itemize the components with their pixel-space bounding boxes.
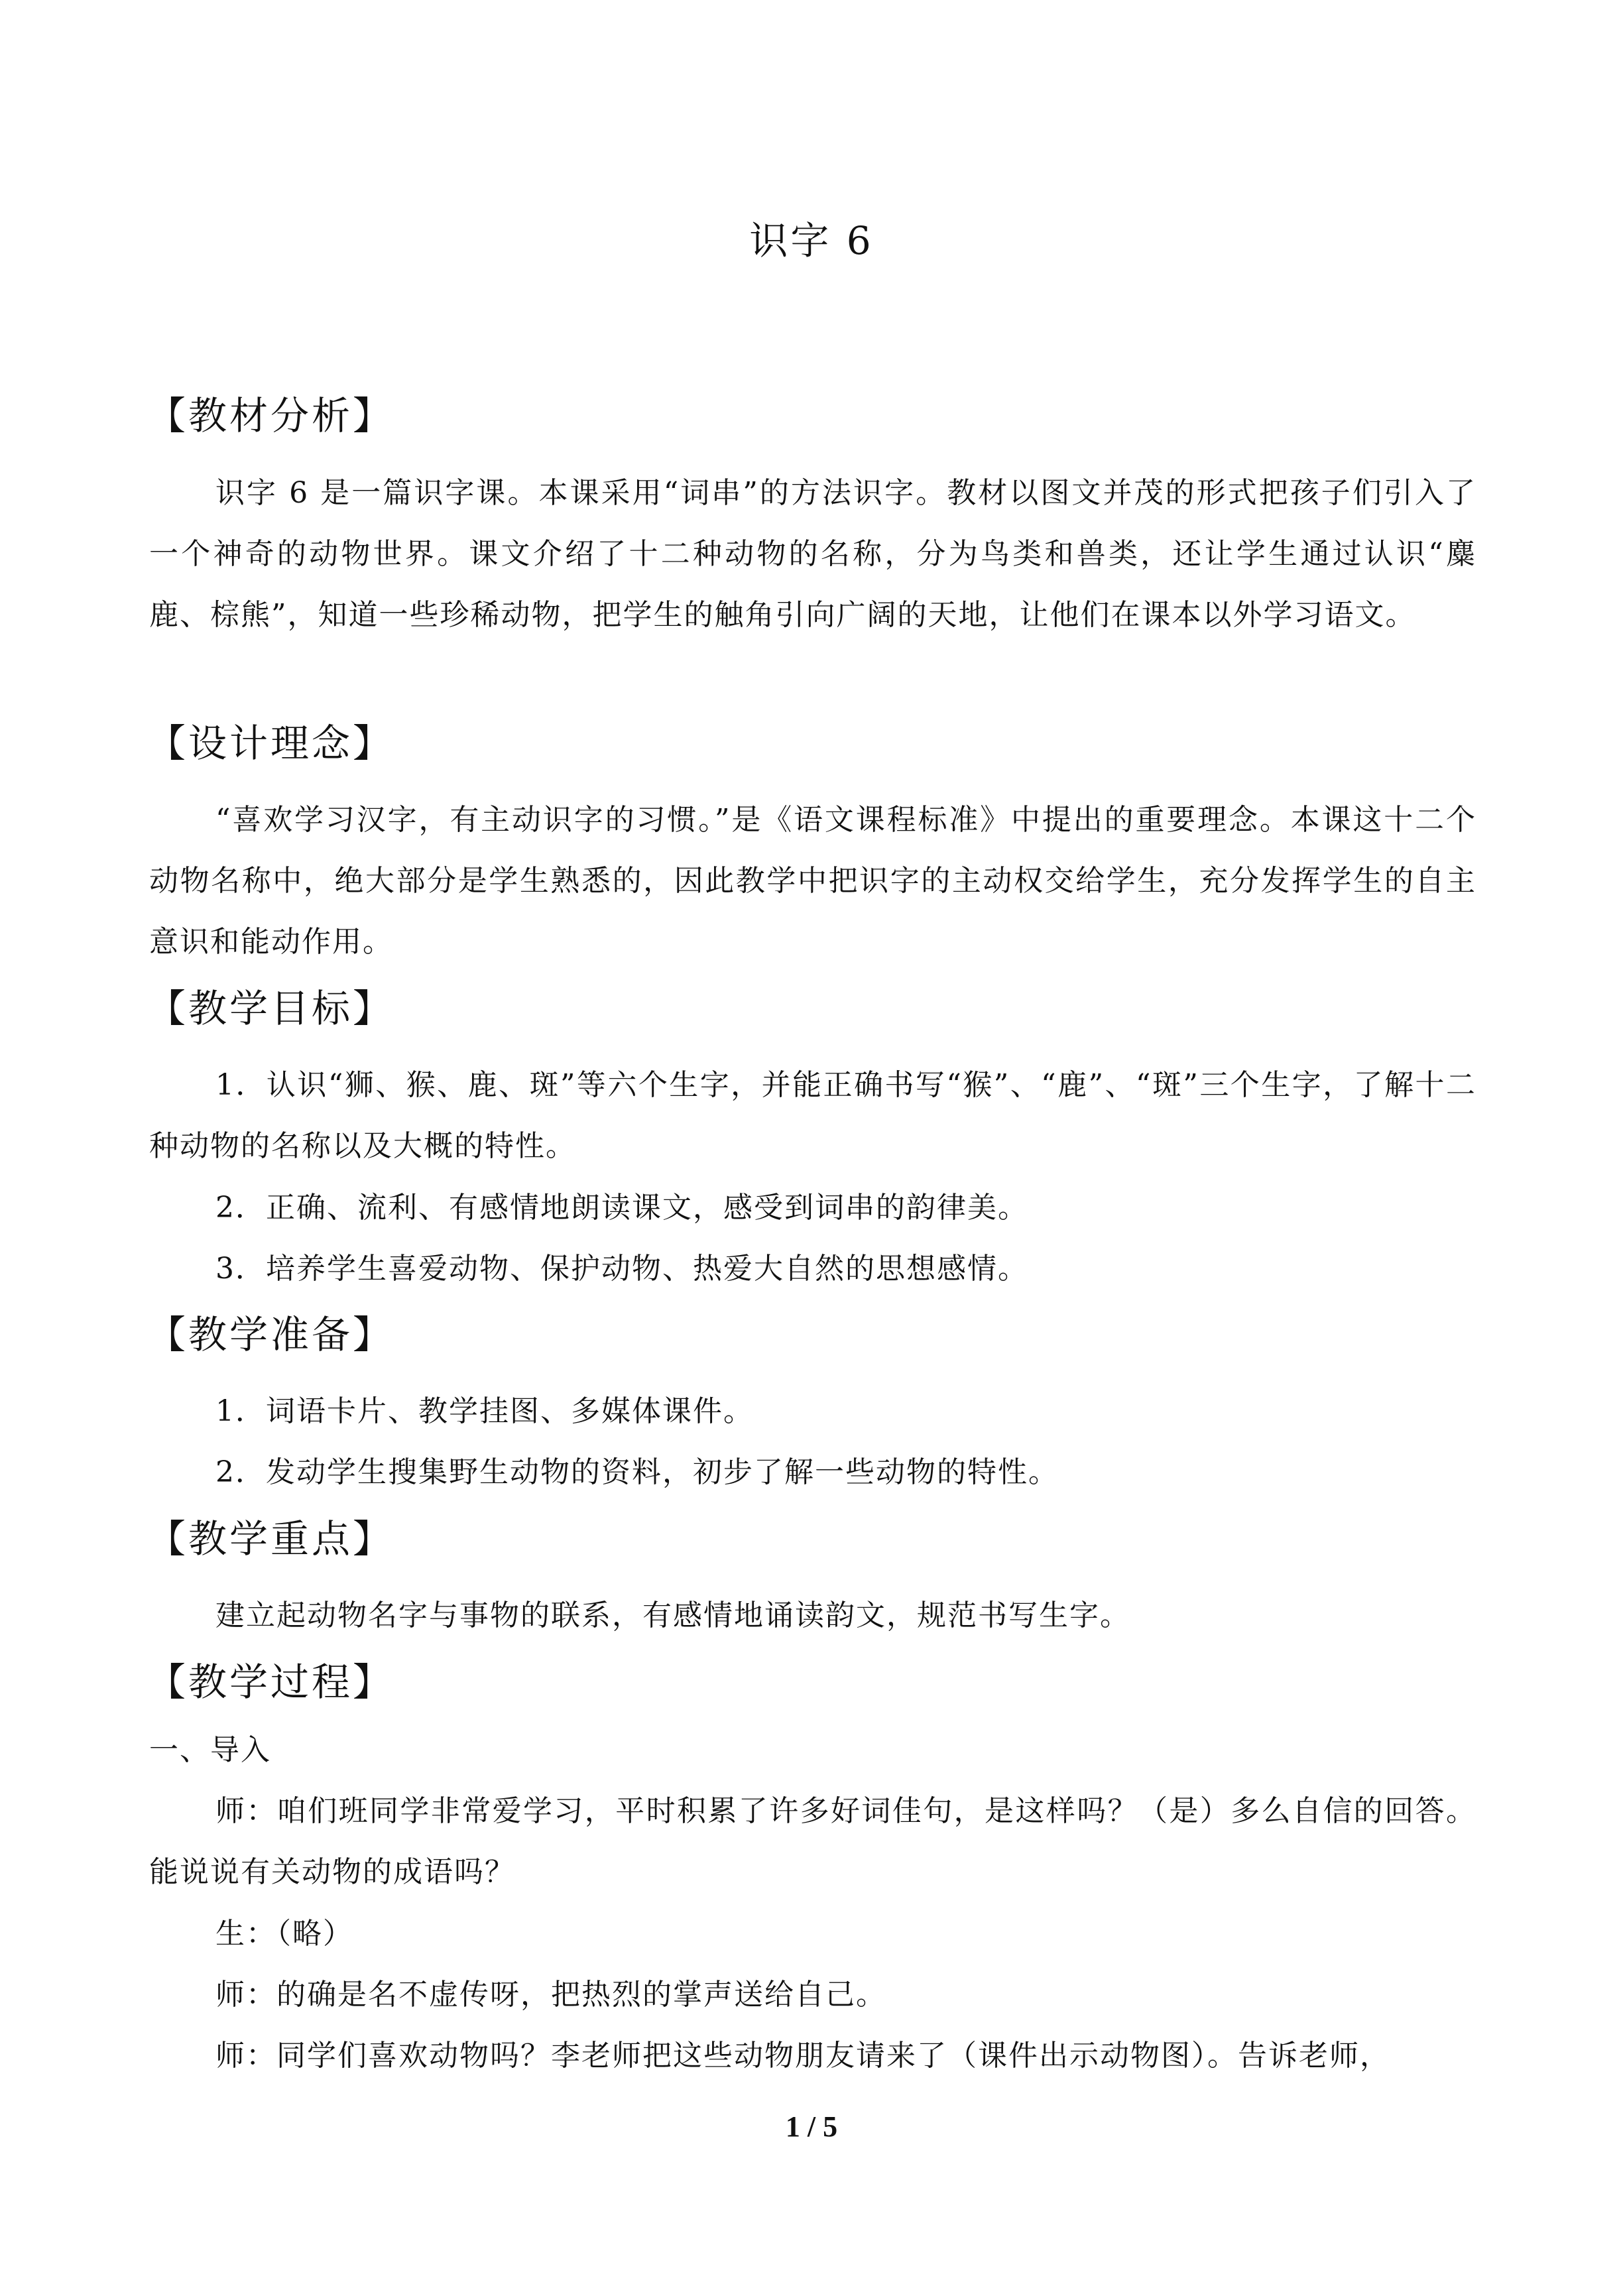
process-step-1: 一、导入 [149,1733,271,1767]
prep-item-1: 1．词语卡片、教学挂图、多媒体课件。 [215,1394,754,1428]
heading-prep: 【教学准备】 [147,1312,394,1357]
heading-focus: 【教学重点】 [147,1516,394,1561]
heading-analysis: 【教材分析】 [147,393,394,438]
heading-process: 【教学过程】 [147,1660,394,1705]
goal-item-2: 2．正确、流利、有感情地朗读课文，感受到词串的韵律美。 [215,1191,1028,1225]
goal-item-1: 1．认识“狮、猴、鹿、斑”等六个生字，并能正确书写“猴”、“鹿”、“斑”三个生字，了解十二种动物的名称以及大概的特性。 [149,1068,1476,1163]
paragraph-concept: “喜欢学习汉字，有主动识字的习惯。”是《语文课程标准》中提出的重要理念。本课这十二个动物名称中，绝大部分是学生熟悉的，因此教学中把识字的主动权交给学生，充分发挥学生的自主意识和能动作用。 [149,803,1476,959]
prep-item-2: 2．发动学生搜集野生动物的资料，初步了解一些动物的特性。 [215,1455,1059,1489]
focus-text: 建立起动物名字与事物的联系，有感情地诵读韵文，规范书写生字。 [215,1599,1130,1632]
paragraph-analysis: 识字 6 是一篇识字课。本课采用“词串”的方法识字。教材以图文并茂的形式把孩子们引入了一个神奇的动物世界。课文介绍了十二种动物的名称，分为鸟类和兽类，还让学生通过认识“麋鹿、棕熊”，知道一些珍稀动物，把学生的触角引向广阔的天地，让他们在课本以外学习语文。 [149,476,1476,632]
process-teacher-3: 师：同学们喜欢动物吗？李老师把这些动物朋友请来了（课件出示动物图）。告诉老师， [215,2039,1390,2073]
heading-concept: 【设计理念】 [147,721,394,766]
process-teacher-1: 师：咱们班同学非常爱学习，平时积累了许多好词佳句，是这样吗？（是）多么自信的回答。能说说有关动物的成语吗？ [149,1794,1476,1889]
page-title: 识字 6 [749,218,874,263]
goal-item-3: 3．培养学生喜爱动物、保护动物、热爱大自然的思想感情。 [215,1252,1028,1286]
heading-goals: 【教学目标】 [147,986,394,1031]
process-student-1: 生：（略） [215,1917,353,1951]
process-teacher-2: 师：的确是名不虚传呀，把热烈的掌声送给自己。 [215,1978,886,2012]
page-number: 1 / 5 [785,2110,838,2143]
